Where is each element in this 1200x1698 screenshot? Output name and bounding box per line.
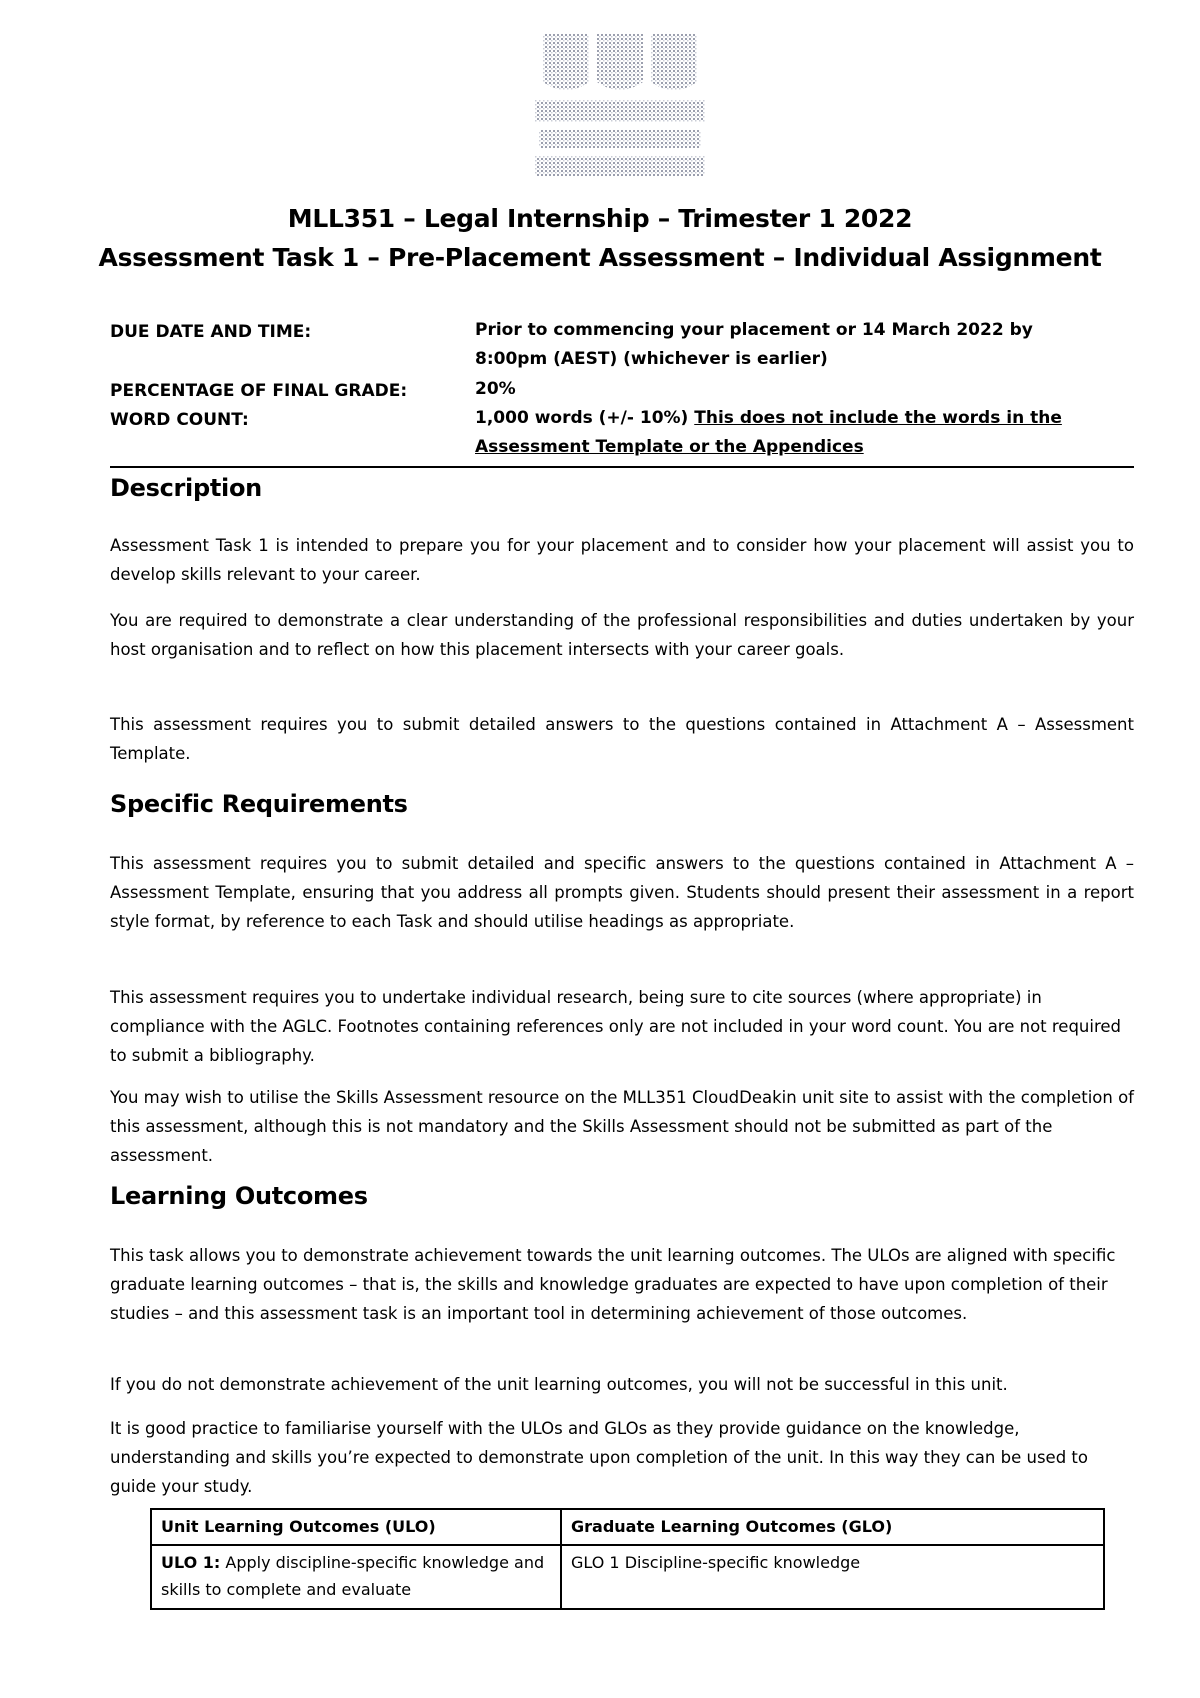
section-divider xyxy=(110,466,1134,468)
ulo-label: ULO 1: xyxy=(161,1553,221,1572)
outcomes-paragraph-1: This task allows you to demonstrate achievement towards the unit learning outcomes. The ULOs are aligned with specific graduate learning outcomes – that is, the skills and knowledge graduates are expected to have upon completion of their studies – and this assessment task is an important tool in determining achievement of those outcomes. xyxy=(110,1246,1116,1323)
table-header-row xyxy=(151,1509,1104,1545)
word-count-value xyxy=(475,404,1115,462)
description-paragraph-3: This assessment requires you to submit detailed answers to the questions contained in Attachment A – Assessment Template. xyxy=(110,715,1134,763)
word-count-amount: 1,000 words (+/- 10%) xyxy=(475,408,695,428)
outcomes-paragraph-3: It is good practice to familiarise yourself with the ULOs and GLOs as they provide guidance on the knowledge, understanding and skills you’re expected to demonstrate upon completion of the unit. In this way they can be used to guide your study. xyxy=(110,1419,1088,1496)
deakin-university-logo-icon xyxy=(525,26,715,192)
glo-column-header: Graduate Learning Outcomes (GLO) xyxy=(561,1509,1104,1545)
requirements-paragraph-3: You may wish to utilise the Skills Assessment resource on the MLL351 CloudDeakin unit site to assist with the completion of this assessment, although this is not mandatory and the Skills Assessment should not be submitted as part of the assessment. xyxy=(110,1088,1134,1165)
due-date-value xyxy=(475,316,1115,374)
requirements-paragraph-2: This assessment requires you to undertake individual research, being sure to cite sources (where appropriate) in compliance with the AGLC. Footnotes containing references only are not included in your word count. You are not required to submit a bibliography. xyxy=(110,988,1122,1065)
outcomes-paragraph-2: If you do not demonstrate achievement of the unit learning outcomes, you will not be successful in this unit. xyxy=(110,1375,1008,1394)
percentage-value: 20% xyxy=(475,379,516,399)
description-heading: Description xyxy=(110,474,262,502)
due-date-label: DUE DATE AND TIME: xyxy=(110,322,312,342)
ulo-cell xyxy=(151,1545,561,1609)
document-title-line2: Assessment Task 1 – Pre-Placement Assessment – Individual Assignment xyxy=(98,243,1102,272)
specific-requirements-heading: Specific Requirements xyxy=(110,790,408,818)
percentage-label: PERCENTAGE OF FINAL GRADE: xyxy=(110,381,408,401)
due-date-value-line2: 8:00pm (AEST) (whichever is earlier) xyxy=(475,349,828,369)
due-date-value-line1: Prior to commencing your placement or 14 March 2022 by xyxy=(475,320,1033,340)
description-paragraph-1: Assessment Task 1 is intended to prepare you for your placement and to consider how your placement will assist you to develop skills relevant to your career. xyxy=(110,536,1134,584)
description-paragraph-2: You are required to demonstrate a clear understanding of the professional responsibilities and duties undertaken by your host organisation and to reflect on how this placement intersects with your career goals. xyxy=(110,611,1134,659)
table-row xyxy=(151,1545,1104,1609)
learning-outcomes-table xyxy=(150,1508,1105,1610)
word-count-note-line1: This does not include the words in the xyxy=(694,408,1062,428)
document-title-line1: MLL351 – Legal Internship – Trimester 1 2022 xyxy=(287,204,913,233)
glo-cell: GLO 1 Discipline-specific knowledge xyxy=(561,1545,1104,1609)
learning-outcomes-heading: Learning Outcomes xyxy=(110,1182,368,1210)
requirements-paragraph-1: This assessment requires you to submit detailed and specific answers to the questions contained in Attachment A – Assessment Template, ensuring that you address all prompts given. Students should present their assessment in a report style format, by reference to each Task and should utilise headings as appropriate. xyxy=(110,854,1134,931)
word-count-note-line2: Assessment Template or the Appendices xyxy=(475,437,864,457)
ulo-column-header: Unit Learning Outcomes (ULO) xyxy=(151,1509,561,1545)
word-count-label: WORD COUNT: xyxy=(110,410,249,430)
ulo-text: Apply discipline-specific knowledge and skills to complete and evaluate xyxy=(161,1553,545,1599)
